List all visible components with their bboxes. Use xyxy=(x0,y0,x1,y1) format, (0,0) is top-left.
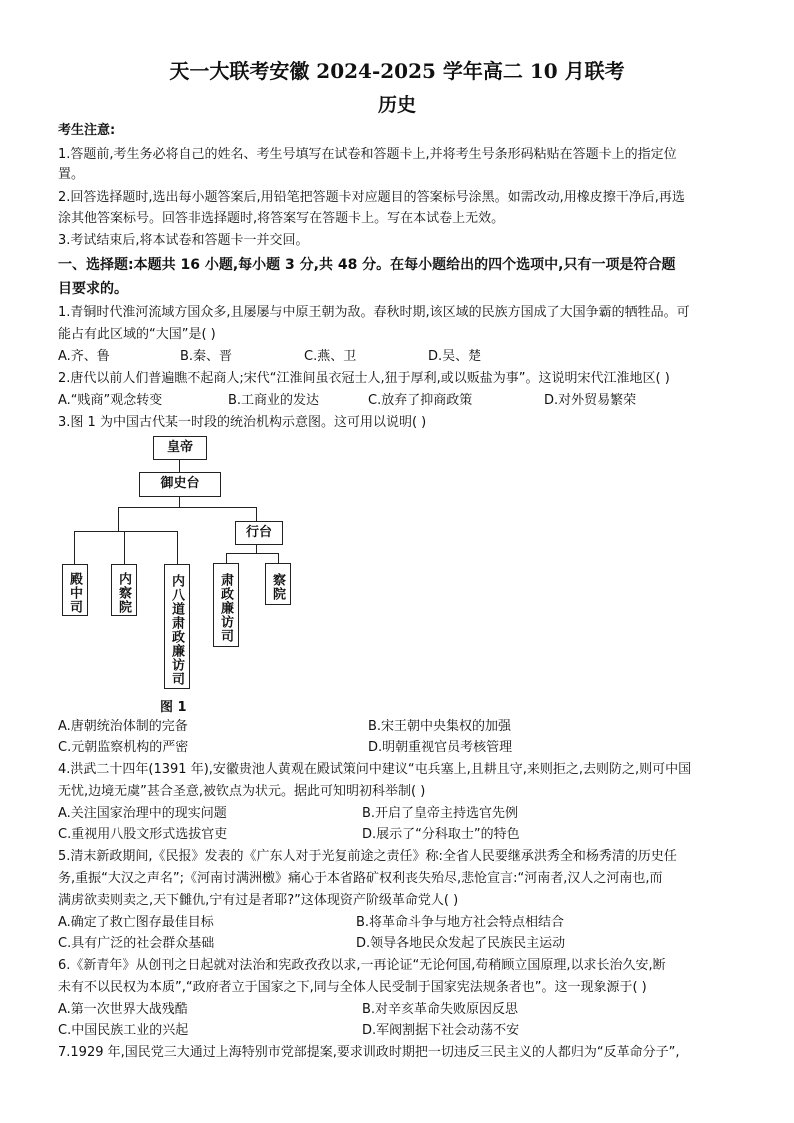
q2-stem: 2.唐代以前人们普遍瞧不起商人;宋代“江淮间虽衣冠士人,狃于厚利,或以贩盐为事”。这说明宋代江淮地区( ) xyxy=(58,371,670,386)
node-inner-eight-circuits: 内八道肃政廉访司 xyxy=(164,564,190,689)
q5-stem-cont: 务,重振“大汉之声名”;《河南讨满洲檄》痛心于本省路矿权利丧失殆尽,悲怆宣言:“河南者,汉人之河南也,而 xyxy=(58,871,663,886)
connector xyxy=(226,553,278,554)
notice-line-1a: 1.答题前,考生务必将自己的姓名、考生号填写在试卷和答题卡上,并将考生号条形码粘贴在答题卡上的指定位 xyxy=(58,147,677,162)
notice-line-2a: 2.回答选择题时,选出每小题答案后,用铅笔把答题卡对应题目的答案标号涂黑。如需改动,用橡皮擦干净后,再选 xyxy=(58,190,685,205)
notice-line-2b: 涂其他答案标号。回答非选择题时,将答案写在答题卡上。写在本试卷上无效。 xyxy=(58,211,505,226)
connector xyxy=(177,531,178,564)
exam-title: 天一大联考安徽 2024-2025 学年高二 10 月联考 xyxy=(169,59,625,83)
q6-option-b[interactable]: B.对辛亥革命失败原因反思 xyxy=(362,1002,519,1017)
connector xyxy=(118,507,256,508)
connector xyxy=(74,531,75,564)
q4-stem: 4.洪武二十四年(1391 年),安徽贵池人黄观在殿试策问中建议“屯兵塞上,且耕且守,来则拒之,去则防之,则可中国 xyxy=(58,762,692,777)
q5-option-d[interactable]: D.领导各地民众发起了民族民主运动 xyxy=(356,936,566,951)
q1-stem-cont: 能占有此区域的“大国”是( ) xyxy=(58,327,216,342)
connector xyxy=(179,460,180,472)
q5-stem-cont2: 满虏欲卖则卖之,天下雠仇,宁有过是者耶?”这体现资产阶级革命党人( ) xyxy=(58,893,459,908)
node-censorate: 御史台 xyxy=(139,472,221,497)
subject-title: 历史 xyxy=(377,94,416,116)
q4-option-c[interactable]: C.重视用八股文形式选拔官吏 xyxy=(58,827,228,842)
q6-option-c[interactable]: C.中国民族工业的兴起 xyxy=(58,1023,189,1038)
q2-option-b[interactable]: B.工商业的发达 xyxy=(228,393,320,408)
figure-caption: 图 1 xyxy=(160,700,187,715)
q1-option-d[interactable]: D.吴、楚 xyxy=(428,349,482,364)
q2-option-a[interactable]: A.“贱商”观念转变 xyxy=(58,393,163,408)
q3-option-b[interactable]: B.宋王朝中央集权的加强 xyxy=(368,719,512,734)
connector xyxy=(256,507,257,521)
q2-option-c[interactable]: C.放弃了抑商政策 xyxy=(368,393,473,408)
q2-option-d[interactable]: D.对外贸易繁荣 xyxy=(544,393,637,408)
q3-option-a[interactable]: A.唐朝统治体制的完备 xyxy=(58,719,188,734)
section-heading-cont: 目要求的。 xyxy=(58,281,128,297)
q3-stem: 3.图 1 为中国古代某一时段的统治机构示意图。这可用以说明( ) xyxy=(58,415,427,430)
q1-option-a[interactable]: A.齐、鲁 xyxy=(58,349,110,364)
node-inner-inspectorate: 内察院 xyxy=(111,564,137,616)
connector xyxy=(226,553,227,563)
q3-option-d[interactable]: D.明朝重视官员考核管理 xyxy=(368,740,513,755)
notice-line-3: 3.考试结束后,将本试卷和答题卡一并交回。 xyxy=(58,233,309,248)
q7-stem: 7.1929 年,国民党三大通过上海特别市党部提案,要求训政时期把一切违反三民主义的人都归为“反革命分子”, xyxy=(58,1045,680,1060)
q4-option-b[interactable]: B.开启了皇帝主持选官先例 xyxy=(362,806,519,821)
notice-heading: 考生注意: xyxy=(58,123,116,138)
node-emperor: 皇帝 xyxy=(153,436,207,460)
connector xyxy=(124,531,125,564)
section-heading: 一、选择题:本题共 16 小题,每小题 3 分,共 48 分。在每小题给出的四个选项中,只有一项是符合题 xyxy=(58,257,676,273)
q5-stem: 5.清末新政期间,《民报》发表的《广东人对于光复前途之责任》称:全省人民要继承洪秀全和杨秀清的历史任 xyxy=(58,849,677,864)
node-palace-office: 殿中司 xyxy=(62,564,88,616)
connector xyxy=(278,553,279,563)
q6-option-d[interactable]: D.军阀割据下社会动荡不安 xyxy=(362,1023,520,1038)
q4-option-d[interactable]: D.展示了“分科取士”的特色 xyxy=(362,827,520,842)
notice-line-1b: 置。 xyxy=(58,167,85,182)
q4-option-a[interactable]: A.关注国家治理中的现实问题 xyxy=(58,806,227,821)
q6-option-a[interactable]: A.第一次世界大战残酷 xyxy=(58,1002,188,1017)
q6-stem-cont: 未有不以民权为本质”,“政府者立于国家之下,同与全体人民受制于国家宪法规条者也”。这一现象源于( ) xyxy=(58,980,647,995)
node-inspectorate: 察院 xyxy=(265,563,291,605)
connector xyxy=(118,507,119,531)
q6-stem: 6.《新青年》从创刊之日起就对法治和宪政孜孜以求,一再论证“无论何国,苟稍顾立国原理,以求长治久安,断 xyxy=(58,958,666,973)
connector xyxy=(74,531,178,532)
node-branch-censorate: 行台 xyxy=(235,521,283,545)
node-surveillance-office: 肃政廉访司 xyxy=(213,563,239,647)
q1-stem: 1.青铜时代淮河流域方国众多,且屡屡与中原王朝为敌。春秋时期,该区域的民族方国成了大国争霸的牺牲品。可 xyxy=(58,305,690,320)
q1-option-b[interactable]: B.秦、晋 xyxy=(180,349,233,364)
q5-option-c[interactable]: C.具有广泛的社会群众基础 xyxy=(58,936,215,951)
connector xyxy=(179,497,180,507)
q1-option-c[interactable]: C.燕、卫 xyxy=(304,349,357,364)
q3-option-c[interactable]: C.元朝监察机构的严密 xyxy=(58,740,189,755)
q5-option-b[interactable]: B.将革命斗争与地方社会特点相结合 xyxy=(356,915,565,930)
connector xyxy=(256,545,257,553)
q5-option-a[interactable]: A.确定了救亡图存最佳目标 xyxy=(58,915,214,930)
q4-stem-cont: 无忧,边境无虞”甚合圣意,被钦点为状元。据此可知明初科举制( ) xyxy=(58,784,426,799)
